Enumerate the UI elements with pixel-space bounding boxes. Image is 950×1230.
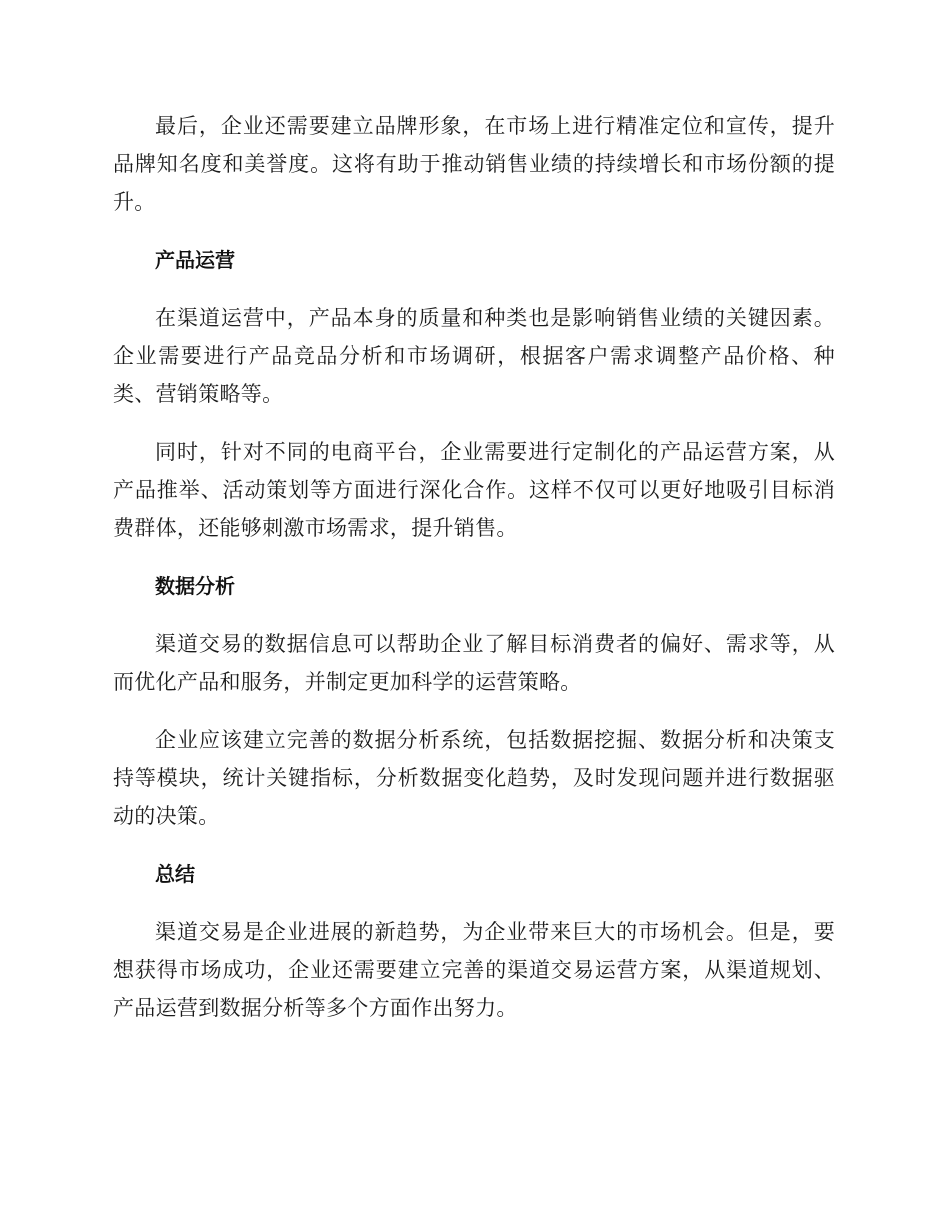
paragraph-data-info: 渠道交易的数据信息可以帮助企业了解目标消费者的偏好、需求等，从而优化产品和服务，并制定更加科学的运营策略。 bbox=[113, 632, 835, 694]
heading-summary: 总结 bbox=[155, 862, 195, 886]
paragraph-product-quality: 在渠道运营中，产品本身的质量和种类也是影响销售业绩的关键因素。企业需要进行产品竞品分析和市场调研，根据客户需求调整产品价格、种类、营销策略等。 bbox=[113, 306, 835, 406]
heading-data-analysis: 数据分析 bbox=[155, 574, 235, 598]
paragraph-brand-image: 最后，企业还需要建立品牌形象，在市场上进行精准定位和宣传，提升品牌知名度和美誉度。这将有助于推动销售业绩的持续增长和市场份额的提升。 bbox=[113, 114, 835, 214]
document-page bbox=[113, 107, 835, 1047]
paragraph-analysis-system: 企业应该建立完善的数据分析系统，包括数据挖掘、数据分析和决策支持等模块，统计关键指标，分析数据变化趋势，及时发现问题并进行数据驱动的决策。 bbox=[113, 728, 835, 828]
paragraph-summary: 渠道交易是企业进展的新趋势，为企业带来巨大的市场机会。但是，要想获得市场成功，企业还需要建立完善的渠道交易运营方案，从渠道规划、产品运营到数据分析等多个方面作出努力。 bbox=[113, 920, 835, 1020]
heading-product-operation: 产品运营 bbox=[155, 248, 235, 272]
paragraph-custom-platform: 同时，针对不同的电商平台，企业需要进行定制化的产品运营方案，从产品推举、活动策划等方面进行深化合作。这样不仅可以更好地吸引目标消费群体，还能够刺激市场需求，提升销售。 bbox=[113, 440, 835, 540]
